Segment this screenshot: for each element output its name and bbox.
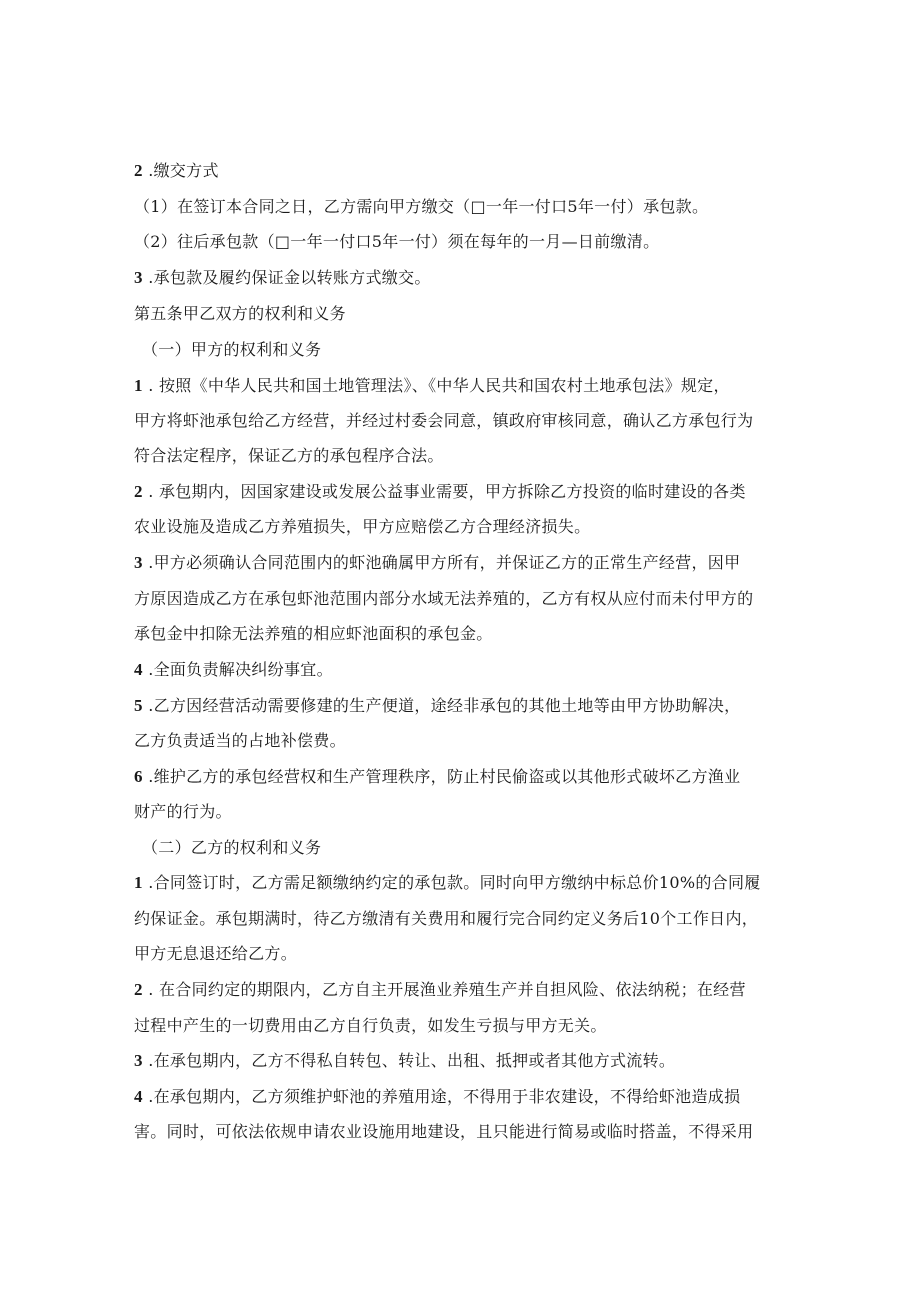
- clause-line: 3 .承包款及履约保证金以转账方式缴交。: [134, 268, 431, 287]
- clause-line: 乙方负责适当的占地补偿费。: [134, 731, 346, 750]
- clause-line: 5 .乙方因经营活动需要修建的生产便道，途经非承包的其他土地等由甲方协助解决，: [134, 696, 741, 715]
- clause-line: 2 .缴交方式: [134, 161, 219, 180]
- clause-line: 甲方无息退还给乙方。: [134, 944, 298, 963]
- subsection-heading: （二）乙方的权利和义务: [142, 838, 322, 857]
- clause-line: 4 .在承包期内，乙方须维护虾池的养殖用途，不得用于非农建设，不得给虾池造成损: [134, 1087, 741, 1106]
- subsection-heading: （一）甲方的权利和义务: [142, 340, 322, 359]
- clause-line: 农业设施及造成乙方养殖损失，甲方应赔偿乙方合理经济损失。: [134, 517, 591, 536]
- clause-line: 4 .全面负责解决纠纷事宜。: [134, 660, 333, 679]
- clause-line: （1）在签订本合同之日，乙方需向甲方缴交（□一年一付口5年一付）承包款。: [134, 197, 709, 216]
- clause-line: 6 .维护乙方的承包经营权和生产管理秩序，防止村民偷盗或以其他形式破坏乙方渔业: [134, 767, 741, 786]
- clause-line: 甲方将虾池承包给乙方经营，并经过村委会同意，镇政府审核同意，确认乙方承包行为: [134, 411, 754, 430]
- clause-line: 2 . 在合同约定的期限内，乙方自主开展渔业养殖生产并自担风险、依法纳税；在经营: [134, 980, 746, 999]
- section-heading: 第五条甲乙双方的权利和义务: [134, 304, 346, 323]
- clause-line: 3 .在承包期内，乙方不得私自转包、转让、出租、抵押或者其他方式流转。: [134, 1051, 676, 1070]
- clause-line: 害。同时，可依法依规申请农业设施用地建设，且只能进行简易或临时搭盖，不得采用: [134, 1122, 754, 1141]
- clause-line: 方原因造成乙方在承包虾池范围内部分水域无法养殖的，乙方有权从应付而未付甲方的: [134, 589, 754, 608]
- clause-line: 符合法定程序，保证乙方的承包程序合法。: [134, 446, 444, 465]
- clause-line: 1 .合同签订时，乙方需足额缴纳约定的承包款。同时向甲方缴纳中标总价10%的合同履: [134, 873, 761, 892]
- clause-line: 1 . 按照《中华人民共和国土地管理法》、《中华人民共和国农村土地承包法》规定，: [134, 376, 730, 395]
- clause-line: 约保证金。承包期满时，待乙方缴清有关费用和履行完合同约定义务后10个工作日内，: [134, 909, 759, 928]
- clause-line: 承包金中扣除无法养殖的相应虾池面积的承包金。: [134, 624, 493, 643]
- clause-line: 3 .甲方必须确认合同范围内的虾池确属甲方所有，并保证乙方的正常生产经营，因甲: [134, 553, 741, 572]
- clause-line: 过程中产生的一切费用由乙方自行负责，如发生亏损与甲方无关。: [134, 1016, 607, 1035]
- clause-line: （2）往后承包款（□一年一付口5年一付）须在每年的一月—日前缴清。: [134, 232, 660, 251]
- clause-line: 2 . 承包期内，因国家建设或发展公益事业需要，甲方拆除乙方投资的临时建设的各类: [134, 482, 746, 501]
- clause-line: 财产的行为。: [134, 802, 232, 821]
